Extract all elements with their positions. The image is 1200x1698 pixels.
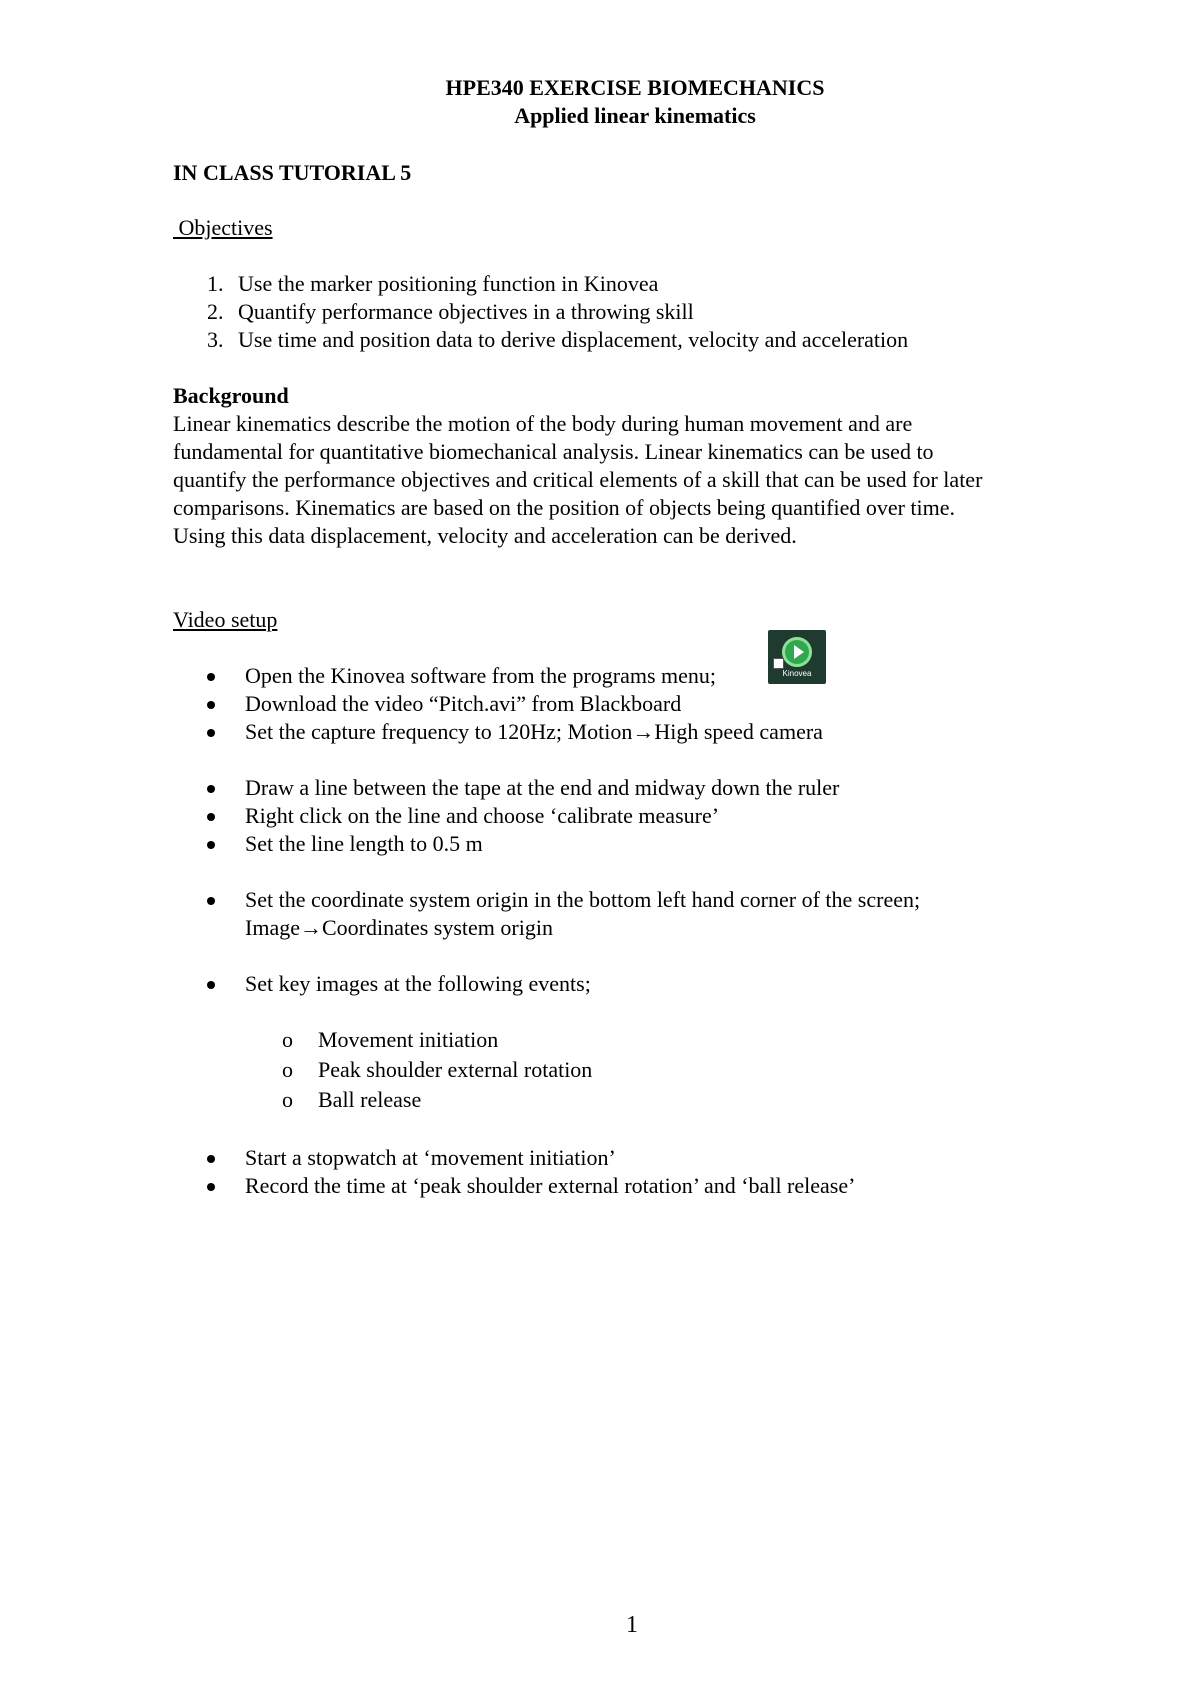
- bullet-dot: [207, 1183, 215, 1191]
- sub-bullet-text: Peak shoulder external rotation: [318, 1057, 593, 1082]
- bullet-text: Record the time at ‘peak shoulder external rotation’ and ‘ball release’: [245, 1173, 856, 1198]
- bullet-text: Set the coordinate system origin in the bottom left hand corner of the screen;: [245, 887, 921, 912]
- document-subtitle: Applied linear kinematics: [514, 103, 756, 128]
- background-line: comparisons. Kinematics are based on the position of objects being quantified over time.: [173, 495, 956, 520]
- bullet-dot: [207, 785, 215, 793]
- bullet-text: Draw a line between the tape at the end and midway down the ruler: [245, 775, 840, 800]
- bullet-dot: [207, 813, 215, 821]
- objective-text: Use the marker positioning function in Kinovea: [238, 271, 659, 296]
- objective-number: 1.: [207, 271, 224, 296]
- objective-item: [207, 326, 908, 354]
- objective-text: Quantify performance objectives in a throwing skill: [238, 299, 694, 324]
- bullet-text: Download the video “Pitch.avi” from Blackboard: [245, 691, 682, 716]
- sub-bullet-marker: o: [282, 1087, 293, 1112]
- sub-bullet-text: Movement initiation: [318, 1027, 499, 1052]
- bullet-text: Set the line length to 0.5 m: [245, 831, 483, 856]
- objective-text: Use time and position data to derive displacement, velocity and acceleration: [238, 327, 909, 352]
- background-line: fundamental for quantitative biomechanical analysis. Linear kinematics can be used to: [173, 439, 934, 464]
- sub-bullet-text: Ball release: [318, 1087, 422, 1112]
- bullet-dot: [207, 841, 215, 849]
- bullet-text: Set key images at the following events;: [245, 971, 591, 996]
- background-line: Using this data displacement, velocity and acceleration can be derived.: [173, 523, 797, 548]
- objective-number: 3.: [207, 327, 224, 352]
- objective-item: [207, 270, 658, 298]
- bullet-text: Set the capture frequency to 120Hz; Motion→High speed camera: [245, 719, 823, 744]
- sub-bullet-marker: o: [282, 1057, 293, 1082]
- course-title: HPE340 EXERCISE BIOMECHANICS: [445, 75, 825, 100]
- bullet-text: Open the Kinovea software from the programs menu;: [245, 663, 717, 688]
- tutorial-title: IN CLASS TUTORIAL 5: [173, 160, 412, 185]
- bullet-dot: [207, 981, 215, 989]
- bullet-text: Start a stopwatch at ‘movement initiation’: [245, 1145, 616, 1170]
- video-setup-heading: Video setup: [173, 607, 278, 632]
- bullet-dot: [207, 897, 215, 905]
- bullet-dot: [207, 701, 215, 709]
- kinovea-icon-label: Kinovea: [782, 669, 812, 678]
- page-number: 1: [626, 1612, 638, 1638]
- objective-item: [207, 298, 694, 326]
- objectives-heading: Objectives: [178, 215, 273, 240]
- sub-bullet-marker: o: [282, 1027, 293, 1052]
- background-line: Linear kinematics describe the motion of the body during human movement and are: [173, 411, 913, 436]
- bullet-dot: [207, 1155, 215, 1163]
- bullet-dot: [207, 673, 215, 681]
- kinovea-app-icon: [768, 630, 826, 684]
- background-heading: Background: [173, 383, 289, 408]
- bullet-text: Right click on the line and choose ‘calibrate measure’: [245, 803, 720, 828]
- bullet-dot: [207, 729, 215, 737]
- objective-number: 2.: [207, 299, 224, 324]
- background-line: quantify the performance objectives and critical elements of a skill that can be used for later: [173, 467, 983, 492]
- bullet-text: Image→Coordinates system origin: [245, 915, 553, 940]
